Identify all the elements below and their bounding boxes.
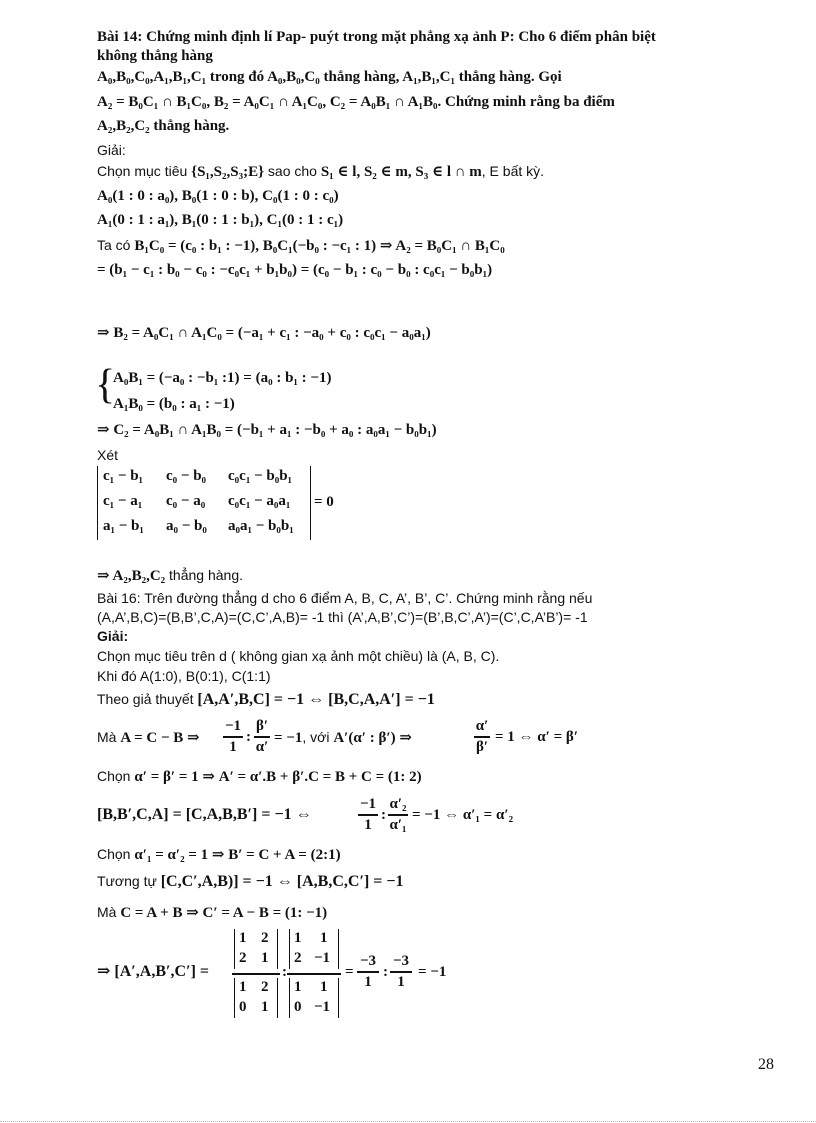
bai16-choose-frame: Chọn mục tiêu trên d ( không gian xạ ảnh một chiều) là (A, B, C). [97,648,500,664]
bai14-coordinates-2: A₁(0 : 1 : a₁), B₁(0 : 1 : b₁), C₁(0 : 1 : c₁) [97,212,344,228]
det-cell: a₁ − b₁ [103,518,144,534]
bai16-statement-line2: (A,A’,B,C)=(B,B’,C,A)=(C,C’,A,B)= -1 thì (A’,A,B’,C’)=(B’,B,C’,A’)=(C’,C,A’B’)= -1 [97,609,588,625]
bai14-equation-b2: ⇒ B₂ = A₀C₁ ∩ A₁C₀ = (−a₁ + c₁ : −a₀ + c₀ : c₀c₁ − a₀a₁) [97,325,431,341]
frac-den: α′₁ [389,817,407,833]
frac-num: −1 [224,718,242,734]
bai14-system-line1: A₀B₁ = (−a₀ : −b₁ :1) = (a₀ : b₁ : −1) [113,370,332,386]
frac-den: 1 [397,974,405,990]
bai16-tuongtu: Tương tự [C,C′,A,B)] = −1 ⇔ [A,B,C,C′] = −1 [97,873,404,890]
bai16-bb-lhs: [B,B′,C,A] = [C,A,B,B′] = −1 ⇔ [97,806,312,823]
bai16-hypothesis: Theo giả thuyết [A,A′,B,C] = −1 ⇔ [B,C,A,A′] = −1 [97,691,435,708]
det-cell: a₀a₁ − b₀b₁ [228,518,294,534]
bai14-conclusion: ⇒ A₂,B₂,C₂ thẳng hàng. [97,567,244,584]
bai16-statement-line1: Bài 16: Trên đường thẳng d cho 6 điểm A, B, C, A’, B’, C’. Chứng minh rằng nếu [97,590,593,606]
bai14-statement-line1: Bài 14: Chứng minh định lí Pap- puýt trong mặt phẳng xạ ảnh P: Cho 6 điểm phân biệt [97,29,656,45]
det-2x2-top-right: 1 1 2 −1 [289,929,339,969]
fraction-bar [223,736,243,738]
fraction-bar [287,973,341,975]
page-bottom-divider [0,1121,816,1122]
frac-num: α′₂ [389,796,407,812]
frac-num: −1 [359,796,377,812]
bai16-coordinates: Khi đó A(1:0), B(0:1), C(1:1) [97,668,271,684]
det-cell: c₁ − a₁ [103,493,143,509]
bai16-chon1: Chọn α′ = β′ = 1 ⇒ A′ = α′.B + β′.C = B + C = (1: 2) [97,768,422,785]
bai16-final-rhs: = −1 [418,964,447,980]
fraction-bar [358,814,378,816]
fraction-bar [357,971,379,973]
bai14-statement-line2: không thẳng hàng [97,48,213,64]
bai14-coordinates-1: A₀(1 : 0 : a₀), B₀(1 : 0 : b), C₀(1 : 0 : c₀) [97,188,339,204]
det-2x2-bottom-left: 1 2 0 1 [234,978,278,1018]
frac-den: 1 [229,739,237,755]
bai14-statement-line4: A₂ = B₀C₁ ∩ B₁C₀, B₂ = A₀C₁ ∩ A₁C₀, C₂ = A₀B₁ ∩ A₁B₀. Chứng minh rằng ba điểm [97,94,615,110]
bai16-bb-rhs: = −1 ⇔ α′₁ = α′₂ [412,807,514,823]
equals: = [345,964,354,980]
bai16-ma1-rest: = −1, với A′(α′ : β′) ⇒ [274,729,412,746]
fraction-bar [474,736,490,738]
bai16-ma1-end: = 1 ⇔ α′ = β′ [495,729,579,745]
frac-den: 1 [364,974,372,990]
bai14-system-line2: A₁B₀ = (b₀ : a₁ : −1) [113,396,235,412]
page-number: 28 [758,1056,774,1073]
fraction-bar [390,971,412,973]
bai14-solution-heading: Giải: [97,142,126,158]
frac-num: −3 [392,953,410,969]
det-equals-zero: = 0 [314,494,334,510]
det-cell: c₁ − b₁ [103,468,144,484]
det-cell: a₀ − b₀ [166,518,207,534]
frac-num: −3 [359,953,377,969]
bai16-solution-heading: Giải: [97,628,129,644]
frac-den: α′ [255,739,269,755]
bai16-ma1: Mà A = C − B ⇒ [97,729,200,746]
bai14-determinant [97,466,311,540]
bai14-choose-frame: Chọn mục tiêu {S₁,S₂,S₃;E} sao cho S₁ ∈ l, S₂ ∈ m, S₃ ∈ l ∩ m, E bất kỳ. [97,163,545,180]
bai14-taco: Ta có B₁C₀ = (c₀ : b₁ : −1), B₀C₁(−b₀ : −c₁ : 1) ⇒ A₂ = B₀C₁ ∩ B₁C₀ [97,237,505,254]
det-cell: c₀c₁ − b₀b₁ [228,468,293,484]
bai14-equation-c2: ⇒ C₂ = A₀B₁ ∩ A₁B₀ = (−b₁ + a₁ : −b₀ + a₀ : a₀a₁ − b₀b₁) [97,422,437,438]
bai16-chon2: Chọn α′₁ = α′₂ = 1 ⇒ B′ = C + A = (2:1) [97,846,341,863]
det-cell: c₀c₁ − a₀a₁ [228,493,291,509]
bai16-ma2: Mà C = A + B ⇒ C′ = A − B = (1: −1) [97,904,328,921]
bai14-xet: Xét [97,447,119,463]
frac-num: β′ [255,718,269,734]
frac-num: α′ [475,718,489,734]
fraction-bar [254,736,270,738]
colon: : [381,807,386,823]
fraction-bar [232,973,280,975]
det-2x2-top-left: 1 2 2 1 [234,929,278,969]
frac-den: β′ [475,739,489,755]
det-cell: c₀ − a₀ [166,493,206,509]
bai14-equation-a2: = (b₁ − c₁ : b₀ − c₀ : −c₀c₁ + b₁b₀) = (c₀ − b₁ : c₀ − b₀ : c₀c₁ − b₀b₁) [97,262,493,278]
det-2x2-bottom-right: 1 1 0 −1 [289,978,339,1018]
colon: : [282,964,287,980]
colon: : [246,729,251,745]
math-points: A₀,B₀,C₀,A₁,B₁,C₁ [97,69,207,85]
bai14-statement-line3: A₀,B₀,C₀,A₁,B₁,C₁ trong đó A₀,B₀,C₀ thẳng hàng, A₁,B₁,C₁ thẳng hàng. Gọi [97,69,562,85]
bai16-final-lhs: ⇒ [A′,A,B′,C′] = [97,963,210,980]
fraction-bar [388,814,408,816]
det-cell: c₀ − b₀ [166,468,207,484]
colon: : [383,964,388,980]
system-brace: { [95,362,116,408]
frac-den: 1 [364,817,372,833]
bai14-statement-line5: A₂,B₂,C₂ thẳng hàng. [97,118,230,134]
